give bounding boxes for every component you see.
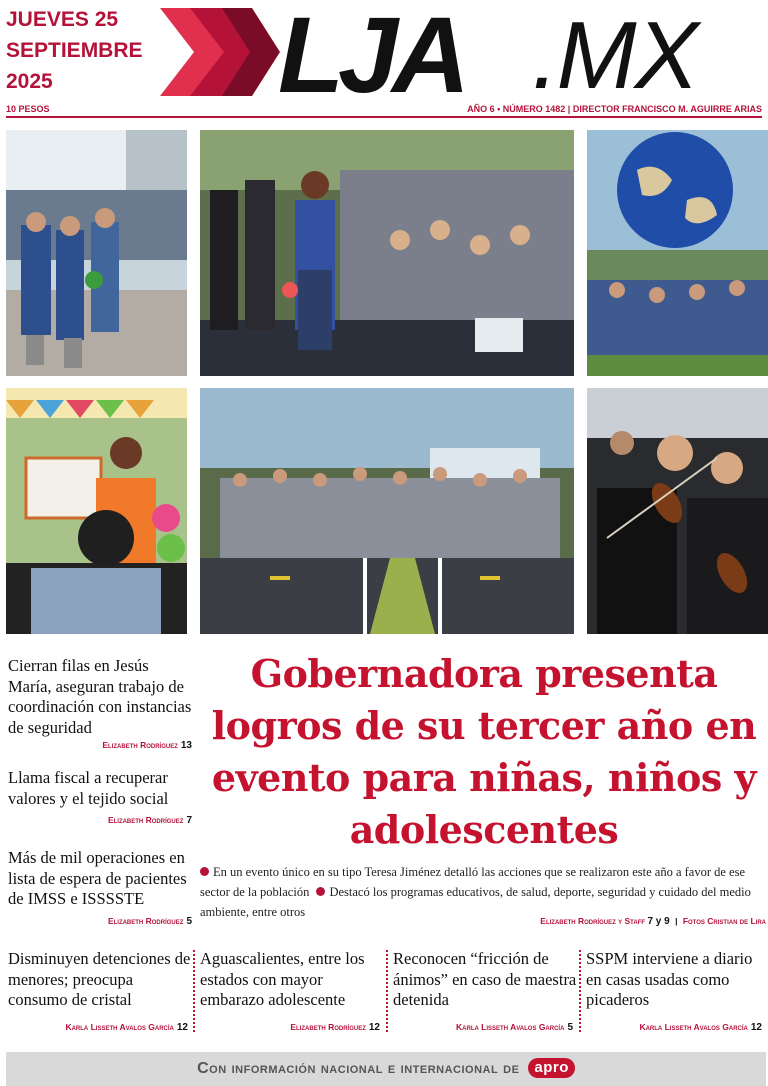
column-divider [193, 950, 195, 1032]
story-headline: Llama fiscal a recuperar valores y el tejido social [8, 768, 169, 808]
byline-page: 12 [176, 1022, 188, 1033]
story-byline [8, 740, 192, 751]
bottom-story-embarazo[interactable] [200, 949, 384, 1033]
students-parade-photo[interactable] [6, 130, 187, 376]
story-byline [290, 1022, 380, 1033]
date-month: SEPTIEMBRE [6, 39, 143, 62]
main-byline [200, 916, 766, 927]
summary-point-1: En un evento único en su tipo Teresa Jiménez detalló las acciones que se realizaron este año a favor de ese sector de la población [200, 865, 746, 899]
violin-orchestra-photo[interactable] [587, 388, 768, 634]
partner-footer[interactable] [6, 1052, 766, 1086]
byline-author: Karla Lisseth Avalos García [456, 1022, 565, 1032]
story-headline: Aguascalientes, entre los estados con mayor embarazo adolescente [200, 949, 365, 1009]
bottom-story-maestra[interactable] [393, 949, 577, 1033]
story-byline [456, 1022, 573, 1033]
edition-meta-bar [6, 104, 762, 117]
byline-author: Karla Lisseth Avalos García [65, 1022, 174, 1032]
side-story-jesus-maria[interactable] [8, 656, 192, 751]
governor-speech-photo[interactable] [200, 130, 574, 376]
footer-text: Con información nacional e internacional de [197, 1060, 520, 1077]
byline-page: 13 [180, 740, 192, 751]
race-photo[interactable] [200, 388, 574, 634]
story-headline: SSPM interviene a diario en casas usadas como picaderos [586, 949, 753, 1009]
story-headline: Disminuyen detenciones de menores; preocupa consumo de cristal [8, 949, 191, 1009]
story-headline: Más de mil operaciones en lista de espera de pacientes de IMSS e ISSSSTE [8, 848, 187, 908]
byline-pages: 7 y 9 [647, 916, 670, 927]
byline-separator: | [675, 916, 678, 926]
logo-wordmark: LJA [278, 4, 465, 100]
bullet-icon [316, 887, 325, 896]
photo-credit: Fotos Cristian de Lira [682, 916, 766, 926]
byline-author: Elizabeth Rodríguez [107, 915, 184, 926]
byline-page: 12 [368, 1022, 380, 1033]
story-headline: Reconocen “fricción de ánimos” en caso de maestra detenida [393, 949, 577, 1009]
byline-page: 12 [750, 1022, 762, 1033]
story-byline [65, 1022, 188, 1033]
byline-author: Elizabeth Rodríguez [107, 815, 184, 825]
byline-page: 7 [186, 815, 192, 826]
summary-point-2: Destacó los programas educativos, de salud, deporte, seguridad y cuidado del medio ambiente, entre otros [200, 885, 751, 919]
issue-info: AÑO 6 • NÚMERO 1482 | DIRECTOR FRANCISCO M. AGUIRRE ARIAS [467, 104, 762, 114]
apro-logo: apro [528, 1058, 575, 1078]
story-byline [8, 916, 192, 927]
price-label: 10 PESOS [6, 104, 50, 114]
column-divider [579, 950, 581, 1032]
story-byline [8, 815, 192, 826]
bottom-story-detenciones[interactable] [8, 949, 192, 1033]
main-summary [200, 862, 766, 922]
bullet-icon [200, 867, 209, 876]
story-byline [639, 1022, 762, 1033]
globe-event-photo[interactable] [587, 130, 768, 376]
byline-author: Elizabeth Rodríguez [290, 1022, 366, 1032]
byline-page: 5 [186, 915, 192, 927]
header-rule [6, 116, 762, 118]
masthead-logo[interactable] [160, 4, 760, 100]
story-headline: Cierran filas en Jesús María, aseguran trabajo de coordinación con instancias de seguridad [8, 656, 192, 737]
date-year: 2025 [6, 70, 53, 93]
side-story-fiscal[interactable] [8, 768, 192, 826]
column-divider [386, 950, 388, 1032]
logo-domain: .MX [532, 4, 697, 100]
byline-author: Elizabeth Rodríguez [102, 740, 178, 750]
main-headline[interactable]: Gobernadora presenta logros de su tercer año en evento para niñas, niños y adolescentes [211, 651, 757, 852]
byline-author: Elizabeth Rodríguez y Staff [540, 916, 646, 926]
side-story-imss[interactable] [8, 848, 192, 927]
woman-microphone-photo[interactable] [6, 388, 187, 634]
date-weekday: JUEVES 25 [6, 8, 119, 31]
byline-author: Karla Lisseth Avalos García [639, 1022, 748, 1032]
bottom-story-sspm[interactable] [586, 949, 766, 1033]
edition-date [6, 4, 156, 97]
byline-page: 5 [567, 1022, 573, 1033]
